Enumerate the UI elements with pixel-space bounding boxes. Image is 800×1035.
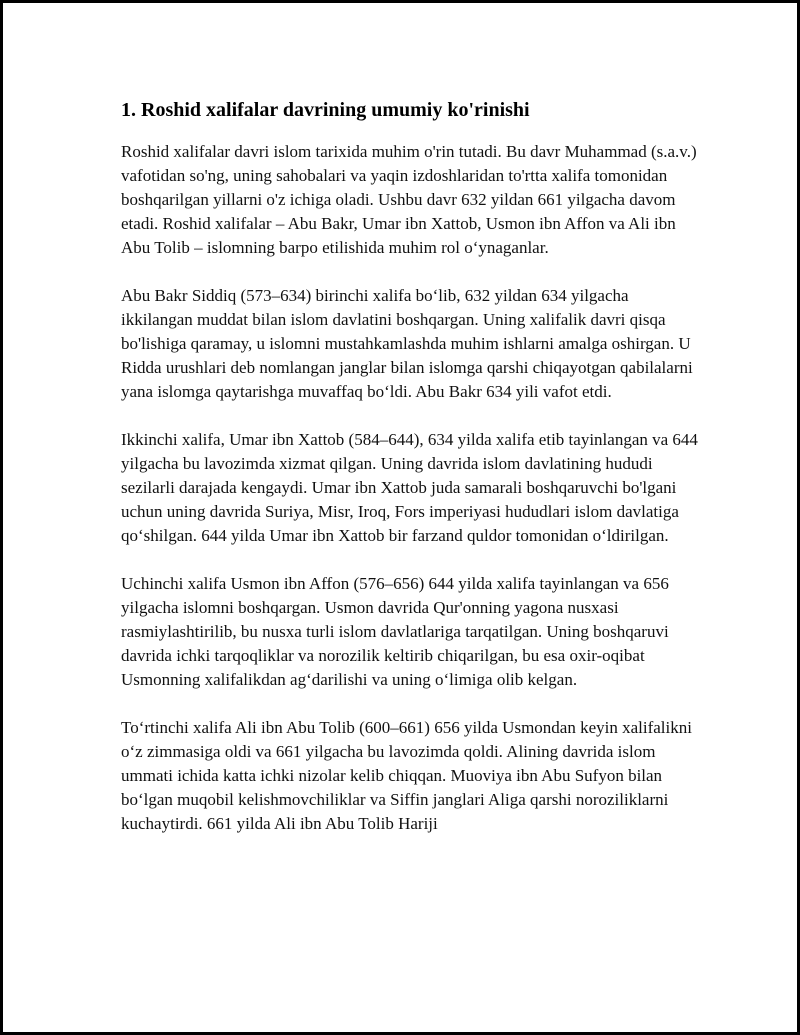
paragraph-ali: To‘rtinchi xalifa Ali ibn Abu Tolib (600–661) 656 yilda Usmondan keyin xalifalikni o‘z zimmasiga oldi va 661 yilgacha bu lavozimda qoldi. Alining davrida islom ummati ichida katta ichki nizolar kelib chiqqan. Muoviya ibn Abu Sufyon bilan bo‘lgan muqobil kelishmovchiliklar va Siffin janglari Aliga qarshi noroziliklarni kuchaytirdi. 661 yilda Ali ibn Abu Tolib Hariji: [121, 718, 692, 833]
paragraph-usmon: Uchinchi xalifa Usmon ibn Affon (576–656) 644 yilda xalifa tayinlangan va 656 yilgacha islomni boshqargan. Usmon davrida Qur'onning yagona nusxasi rasmiylashtirilib, bu nusxa turli islom davlatlariga tarqatilgan. Uning boshqaruvi davrida ichki tarqoqliklar va norozilik keltirib chiqarilgan, bu esa oxir-oqibat Usmonning xalifalikdan ag‘darilishi va uning o‘limiga olib kelgan.: [121, 574, 669, 689]
paragraph-intro: Roshid xalifalar davri islom tarixida muhim o'rin tutadi. Bu davr Muhammad (s.a.v.) vafotidan so'ng, uning sahobalari va yaqin izdoshlaridan to'rtta xalifa tomonidan boshqarilgan yillarni o'z ichiga oladi. Ushbu davr 632 yildan 661 yilgacha davom etadi. Roshid xalifalar – Abu Bakr, Umar ibn Xattob, Usmon ibn Affon va Ali ibn Abu Tolib – islomning barpo etilishida muhim rol o‘ynaganlar.: [121, 142, 697, 257]
document-body: [121, 97, 701, 860]
paragraph-umar: Ikkinchi xalifa, Umar ibn Xattob (584–644), 634 yilda xalifa etib tayinlangan va 644 yilgacha bu lavozimda xizmat qilgan. Uning davrida islom davlatining hududi sezilarli darajada kengaydi. Umar ibn Xattob juda samarali boshqaruvchi bo'lgani uchun uning davrida Suriya, Misr, Iroq, Fors imperiyasi hududlari islom davlatiga qo‘shilgan. 644 yilda Umar ibn Xattob bir farzand quldor tomonidan o‘ldirilgan.: [121, 430, 698, 545]
paragraph-abu-bakr: Abu Bakr Siddiq (573–634) birinchi xalifa bo‘lib, 632 yildan 634 yilgacha ikkilangan muddat bilan islom davlatini boshqargan. Uning xalifalik davri qisqa bo'lishiga qaramay, u islomni mustahkamlashda muhim ishlarni amalga oshirgan. U Ridda urushlari deb nomlangan janglar bilan islomga qarshi chiqayotgan qabilalarni yana islomga qaytarishga muvaffaq bo‘ldi. Abu Bakr 634 yili vafot etdi.: [121, 286, 693, 401]
page-title: 1. Roshid xalifalar davrining umumiy ko'rinishi: [121, 99, 530, 121]
